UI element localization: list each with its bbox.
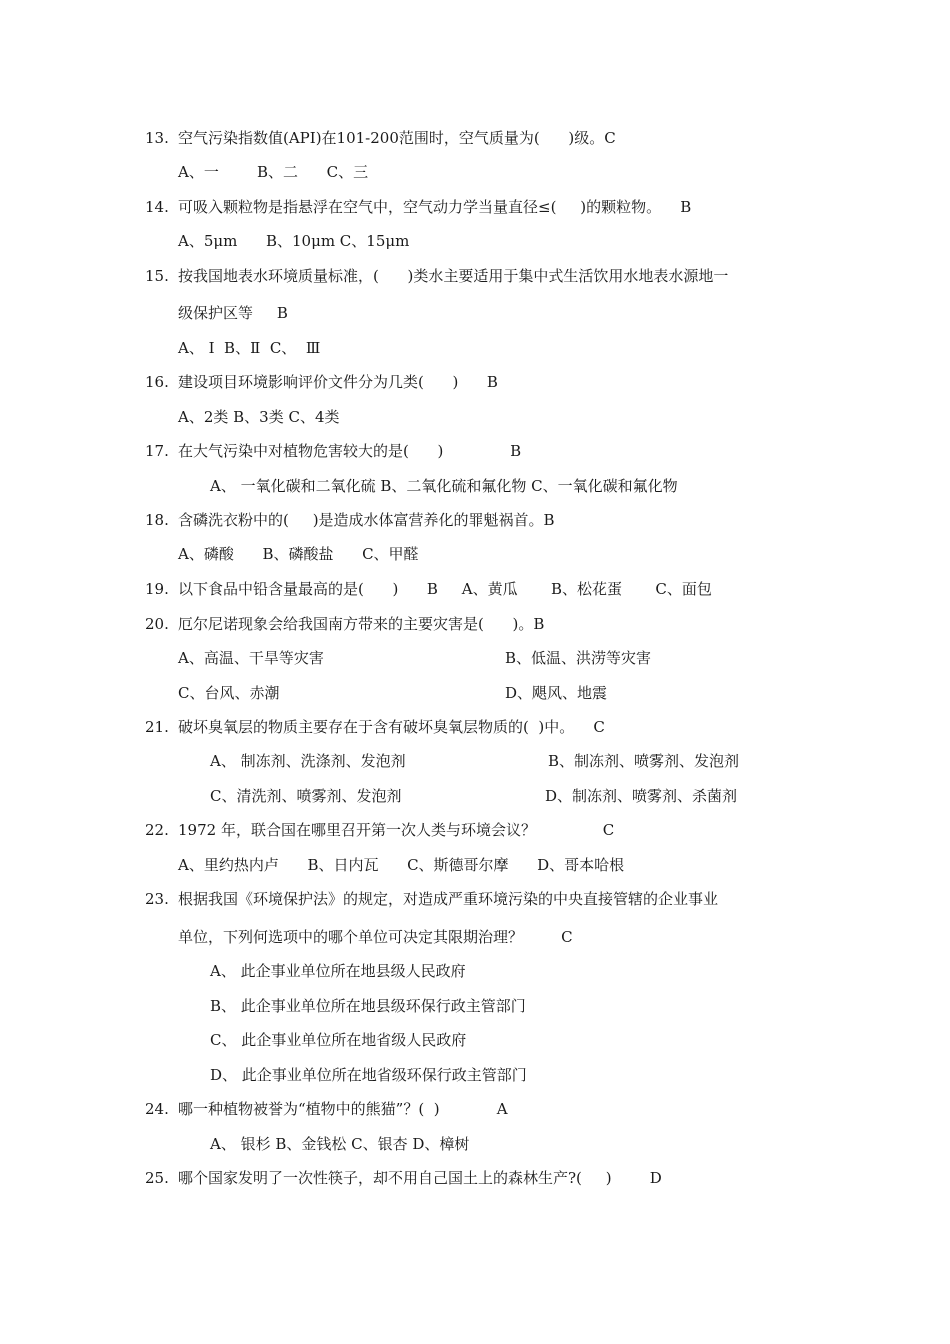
option-a: A、 制冻剂、洗涤剂、发泡剂 [210,752,406,770]
question-number: 17. [145,442,169,460]
option-d: D、飓风、地震 [505,684,608,702]
question-text: 哪一种植物被誉为“植物中的熊猫”？( ) A [178,1100,508,1118]
question-text: 根据我国《环境保护法》的规定，对造成严重环境污染的中央直接管辖的企业事业 [178,890,719,908]
question-number: 16. [145,373,169,391]
question-text: 破坏臭氧层的物质主要存在于含有破坏臭氧层物质的( )中。 C [178,718,605,736]
question-options: A、 Ⅰ B、Ⅱ C、 Ⅲ [178,339,321,357]
question-text: 在大气污染中对植物危害较大的是( ) B [178,442,522,460]
option-d: D、 此企事业单位所在地省级环保行政主管部门 [210,1066,527,1084]
question-text: 按我国地表水环境质量标准，( )类水主要适用于集中式生活饮用水地表水源地一 [178,267,729,285]
question-number: 20. [145,615,169,633]
option-b: B、低温、洪涝等灾害 [505,649,652,667]
question-text: 1972 年，联合国在哪里召开第一次人类与环境会议？ C [178,821,615,839]
question-options: A、一 B、二 C、三 [178,163,369,181]
question-text: 厄尔尼诺现象会给我国南方带来的主要灾害是( )。B [178,615,545,633]
option-d: D、制冻剂、喷雾剂、杀菌剂 [545,787,738,805]
question-number: 13. [145,129,169,147]
option-c: C、 此企事业单位所在地省级人民政府 [210,1031,467,1049]
question-number: 23. [145,890,169,908]
question-number: 24. [145,1100,169,1118]
question-text-continued: 级保护区等 B [178,304,288,322]
question-options: A、 银杉 B、金钱松 C、银杏 D、樟树 [210,1135,470,1153]
question-text: 以下食品中铅含量最高的是( ) B A、黄瓜 B、松花蛋 C、面包 [178,580,712,598]
option-b: B、 此企事业单位所在地县级环保行政主管部门 [210,997,526,1015]
question-options: A、磷酸 B、磷酸盐 C、甲醛 [178,545,419,563]
question-text: 可吸入颗粒物是指悬浮在空气中，空气动力学当量直径≤( )的颗粒物。 B [178,198,692,216]
question-options: A、2类 B、3类 C、4类 [178,408,340,426]
question-number: 14. [145,198,169,216]
option-a: A、 此企事业单位所在地县级人民政府 [210,962,466,980]
question-text: 空气污染指数值(API)在101-200范围时，空气质量为( )级。C [178,129,616,147]
question-options: A、里约热内卢 B、日内瓦 C、斯德哥尔摩 D、哥本哈根 [178,856,625,874]
question-text: 哪个国家发明了一次性筷子，却不用自己国土上的森林生产?( ) D [178,1169,662,1187]
question-number: 21. [145,718,169,736]
option-c: C、清洗剂、喷雾剂、发泡剂 [210,787,402,805]
question-text-continued: 单位，下列何选项中的哪个单位可决定其限期治理？ C [178,928,573,946]
question-number: 22. [145,821,169,839]
question-number: 25. [145,1169,169,1187]
question-options: A、 一氧化碳和二氧化硫 B、二氧化硫和氟化物 C、一氧化碳和氟化物 [210,477,678,495]
question-options: A、5μm B、10μm C、15μm [178,232,410,250]
question-number: 15. [145,267,169,285]
question-number: 19. [145,580,169,598]
question-text: 含磷洗衣粉中的( )是造成水体富营养化的罪魁祸首。B [178,511,555,529]
option-b: B、制冻剂、喷雾剂、发泡剂 [548,752,740,770]
option-a: A、高温、干旱等灾害 [178,649,324,667]
question-text: 建设项目环境影响评价文件分为几类( ) B [178,373,498,391]
question-number: 18. [145,511,169,529]
option-c: C、台风、赤潮 [178,684,280,702]
